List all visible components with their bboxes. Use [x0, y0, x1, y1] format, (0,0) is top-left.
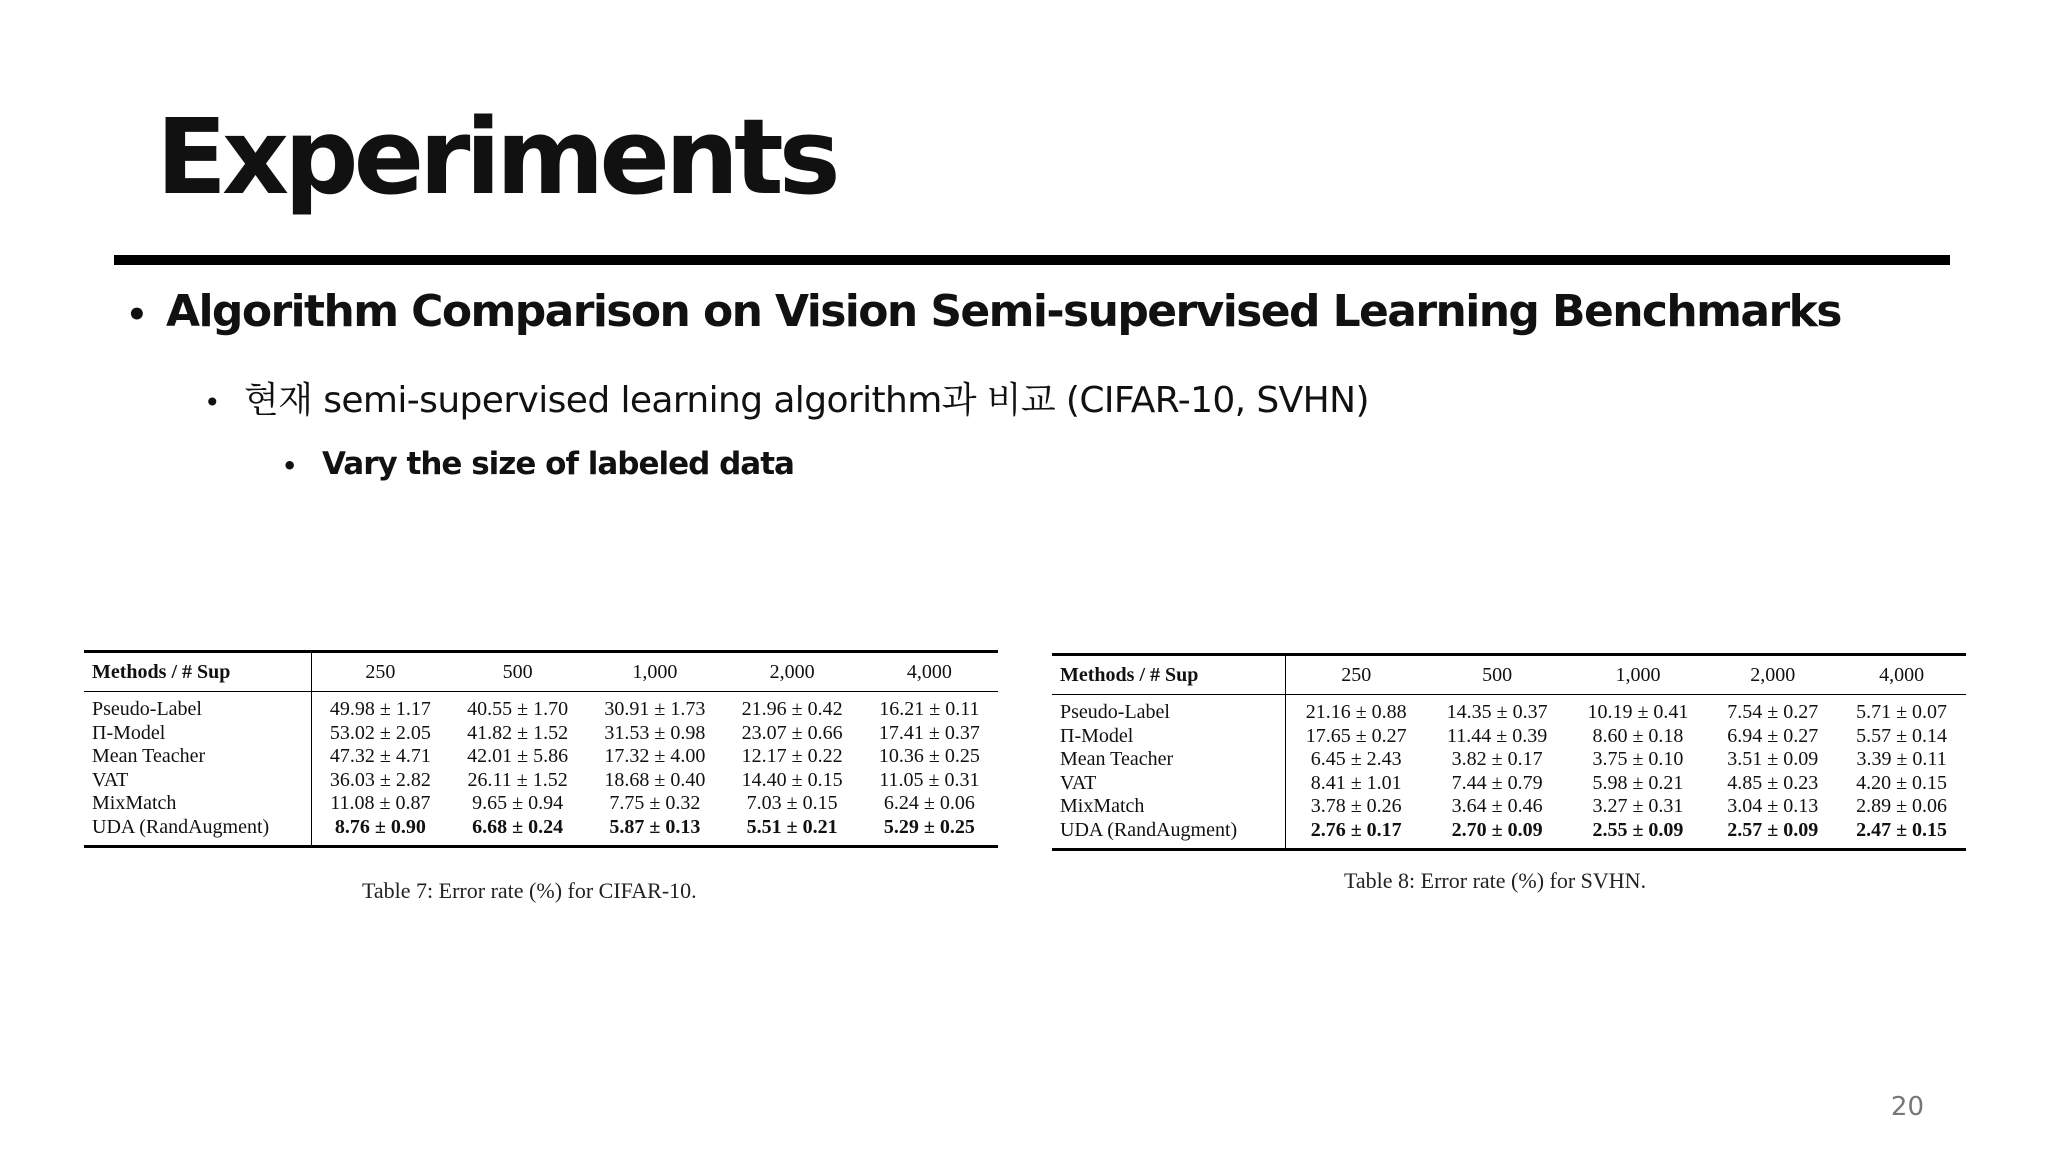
value-cell: 4.85 ± 0.23 — [1727, 771, 1819, 794]
header-cell: 1,000 — [586, 652, 723, 692]
header-cell: 4,000 — [861, 652, 998, 692]
table-row — [1052, 748, 1966, 772]
table-header-row — [1052, 655, 1966, 695]
value-cell: 23.07 ± 0.66 — [741, 721, 843, 744]
value-cell: 10.19 ± 0.41 — [1587, 701, 1689, 723]
bullet-text: 현재 semi-supervised learning algorithm과 비교 (CIFAR-10, SVHN) — [244, 380, 1369, 421]
value-cell: 18.68 ± 0.40 — [604, 768, 706, 791]
value-cell: 7.03 ± 0.15 — [746, 792, 838, 814]
value-cell: 47.32 ± 4.71 — [329, 745, 431, 767]
value-cell: 6.68 ± 0.24 — [472, 815, 564, 838]
table-row-best — [1052, 819, 1966, 850]
header-cell: 2,000 — [1708, 655, 1837, 695]
value-cell: 30.91 ± 1.73 — [604, 698, 706, 720]
value-cell: 8.76 ± 0.90 — [334, 815, 426, 838]
value-cell: 2.76 ± 0.17 — [1310, 818, 1402, 841]
header-cell: 1,000 — [1568, 655, 1709, 695]
value-cell: 31.53 ± 0.98 — [604, 721, 706, 744]
method-cell: Π-Model — [1052, 725, 1285, 749]
method-cell: UDA (RandAugment) — [1052, 819, 1285, 850]
table-row — [84, 692, 998, 722]
cifar10-table — [84, 650, 998, 848]
value-cell: 4.20 ± 0.15 — [1856, 771, 1948, 794]
svhn-table — [1052, 653, 1966, 851]
value-cell: 3.04 ± 0.13 — [1727, 795, 1819, 817]
header-cell: 250 — [311, 652, 449, 692]
header-cell: Methods / # Sup — [1052, 655, 1285, 695]
value-cell: 12.17 ± 0.22 — [741, 745, 843, 767]
value-cell: 5.51 ± 0.21 — [746, 815, 838, 838]
value-cell: 17.32 ± 4.00 — [604, 745, 706, 767]
value-cell: 53.02 ± 2.05 — [329, 721, 431, 744]
table-row — [84, 769, 998, 793]
bullet-text: Vary the size of labeled data — [322, 446, 794, 482]
bullet-dot-icon: • — [126, 295, 147, 335]
value-cell: 42.01 ± 5.86 — [467, 745, 569, 767]
method-cell: Pseudo-Label — [84, 692, 311, 722]
value-cell: 2.55 ± 0.09 — [1592, 818, 1684, 841]
value-cell: 7.44 ± 0.79 — [1451, 771, 1543, 794]
value-cell: 2.57 ± 0.09 — [1727, 818, 1819, 841]
header-cell: 4,000 — [1837, 655, 1966, 695]
value-cell: 9.65 ± 0.94 — [472, 792, 564, 814]
value-cell: 6.45 ± 2.43 — [1310, 748, 1402, 770]
table-row — [84, 745, 998, 769]
value-cell: 8.41 ± 1.01 — [1310, 771, 1402, 794]
value-cell: 41.82 ± 1.52 — [467, 721, 569, 744]
bullet-dot-icon: • — [204, 386, 220, 419]
header-cell: 500 — [449, 652, 586, 692]
value-cell: 5.98 ± 0.21 — [1592, 771, 1684, 794]
results-table — [84, 650, 998, 848]
table-row — [1052, 695, 1966, 725]
method-cell: MixMatch — [1052, 795, 1285, 819]
header-cell: 2,000 — [724, 652, 861, 692]
table-row — [1052, 725, 1966, 749]
header-cell: Methods / # Sup — [84, 652, 311, 692]
value-cell: 40.55 ± 1.70 — [467, 698, 569, 720]
results-table — [1052, 653, 1966, 851]
method-cell: Mean Teacher — [84, 745, 311, 769]
value-cell: 5.87 ± 0.13 — [609, 815, 701, 838]
value-cell: 3.39 ± 0.11 — [1856, 748, 1947, 770]
value-cell: 3.51 ± 0.09 — [1727, 748, 1819, 770]
value-cell: 7.54 ± 0.27 — [1727, 701, 1819, 723]
bullet-level-1 — [126, 286, 1841, 337]
header-cell: 500 — [1427, 655, 1568, 695]
table-caption: Table 8: Error rate (%) for SVHN. — [1344, 868, 1647, 893]
table-row — [1052, 772, 1966, 796]
method-cell: VAT — [84, 769, 311, 793]
value-cell: 6.24 ± 0.06 — [883, 792, 975, 814]
value-cell: 11.05 ± 0.31 — [879, 768, 980, 791]
method-cell: MixMatch — [84, 792, 311, 816]
title-divider — [114, 255, 1950, 265]
method-cell: Pseudo-Label — [1052, 695, 1285, 725]
method-cell: Mean Teacher — [1052, 748, 1285, 772]
bullet-level-2 — [204, 372, 1369, 423]
slide-title: Experiments — [156, 96, 836, 218]
table-row — [1052, 795, 1966, 819]
value-cell: 14.40 ± 0.15 — [741, 768, 843, 791]
value-cell: 11.44 ± 0.39 — [1446, 724, 1548, 747]
value-cell: 11.08 ± 0.87 — [330, 792, 431, 814]
value-cell: 36.03 ± 2.82 — [329, 768, 431, 791]
value-cell: 5.57 ± 0.14 — [1856, 724, 1948, 747]
value-cell: 2.89 ± 0.06 — [1856, 795, 1948, 817]
header-cell: 250 — [1285, 655, 1426, 695]
value-cell: 14.35 ± 0.37 — [1446, 701, 1548, 723]
bullet-level-3 — [282, 446, 794, 482]
method-cell: Π-Model — [84, 722, 311, 746]
value-cell: 16.21 ± 0.11 — [879, 698, 980, 720]
value-cell: 21.16 ± 0.88 — [1305, 701, 1407, 723]
bullet-dot-icon: • — [282, 452, 297, 480]
value-cell: 2.70 ± 0.09 — [1451, 818, 1543, 841]
method-cell: VAT — [1052, 772, 1285, 796]
value-cell: 3.64 ± 0.46 — [1451, 795, 1543, 817]
value-cell: 10.36 ± 0.25 — [878, 745, 980, 767]
page-number: 20 — [1890, 1092, 1924, 1122]
value-cell: 3.82 ± 0.17 — [1451, 748, 1543, 770]
value-cell: 26.11 ± 1.52 — [467, 768, 568, 791]
value-cell: 6.94 ± 0.27 — [1727, 724, 1819, 747]
table-row — [84, 792, 998, 816]
table-row-best — [84, 816, 998, 847]
value-cell: 5.29 ± 0.25 — [883, 815, 975, 838]
table-row — [84, 722, 998, 746]
method-cell: UDA (RandAugment) — [84, 816, 311, 847]
value-cell: 21.96 ± 0.42 — [741, 698, 843, 720]
value-cell: 3.75 ± 0.10 — [1592, 748, 1684, 770]
value-cell: 17.41 ± 0.37 — [878, 721, 980, 744]
value-cell: 3.78 ± 0.26 — [1310, 795, 1402, 817]
value-cell: 2.47 ± 0.15 — [1856, 818, 1948, 841]
table-header-row — [84, 652, 998, 692]
value-cell: 3.27 ± 0.31 — [1592, 795, 1684, 817]
value-cell: 7.75 ± 0.32 — [609, 792, 701, 814]
value-cell: 17.65 ± 0.27 — [1305, 724, 1407, 747]
bullet-text: Algorithm Comparison on Vision Semi-supervised Learning Benchmarks — [166, 286, 1841, 337]
value-cell: 49.98 ± 1.17 — [329, 698, 431, 720]
table-caption: Table 7: Error rate (%) for CIFAR-10. — [362, 878, 697, 903]
value-cell: 5.71 ± 0.07 — [1856, 701, 1948, 723]
value-cell: 8.60 ± 0.18 — [1592, 724, 1684, 747]
